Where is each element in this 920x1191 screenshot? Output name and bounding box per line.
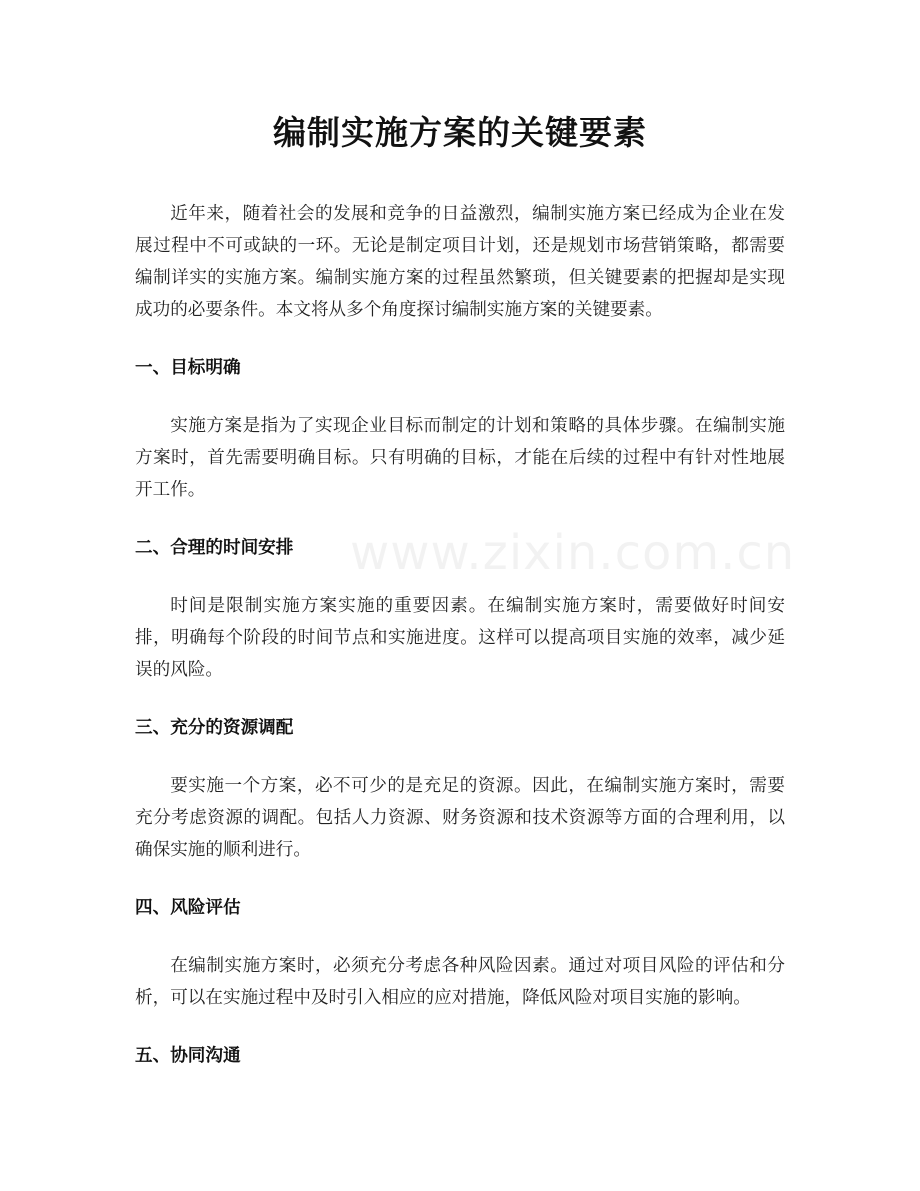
section-heading-communication: 五、协同沟通 — [135, 1046, 241, 1066]
intro-paragraph: 近年来，随着社会的发展和竞争的日益激烈，编制实施方案已经成为企业在发展过程中不可或缺的一环。无论是制定项目计划，还是规划市场营销策略，都需要编制详实的实施方案。编制实施方案的过程虽然繁琐，但关键要素的把握却是实现成功的必要条件。本文将从多个角度探讨编制实施方案的关键要素。 — [135, 204, 785, 320]
section-body-schedule: 时间是限制实施方案实施的重要因素。在编制实施方案时，需要做好时间安排，明确每个阶段的时间节点和实施进度。这样可以提高项目实施的效率，减少延误的风险。 — [135, 596, 785, 680]
section-heading-schedule: 二、合理的时间安排 — [135, 538, 294, 558]
section-body-risk: 在编制实施方案时，必须充分考虑各种风险因素。通过对项目风险的评估和分析，可以在实施过程中及时引入相应的应对措施，降低风险对项目实施的影响。 — [135, 956, 785, 1008]
section-body-goal: 实施方案是指为了实现企业目标而制定的计划和策略的具体步骤。在编制实施方案时，首先需要明确目标。只有明确的目标，才能在后续的过程中有针对性地展开工作。 — [135, 416, 785, 500]
section-heading-resources: 三、充分的资源调配 — [135, 718, 294, 738]
section-heading-goal: 一、目标明确 — [135, 358, 241, 378]
section-heading-risk: 四、风险评估 — [135, 898, 241, 918]
document-title: 编制实施方案的关键要素 — [273, 113, 647, 152]
section-body-resources: 要实施一个方案，必不可少的是充足的资源。因此，在编制实施方案时，需要充分考虑资源的调配。包括人力资源、财务资源和技术资源等方面的合理利用，以确保实施的顺利进行。 — [135, 776, 785, 860]
watermark: www.zixin.com.cn — [350, 525, 796, 581]
